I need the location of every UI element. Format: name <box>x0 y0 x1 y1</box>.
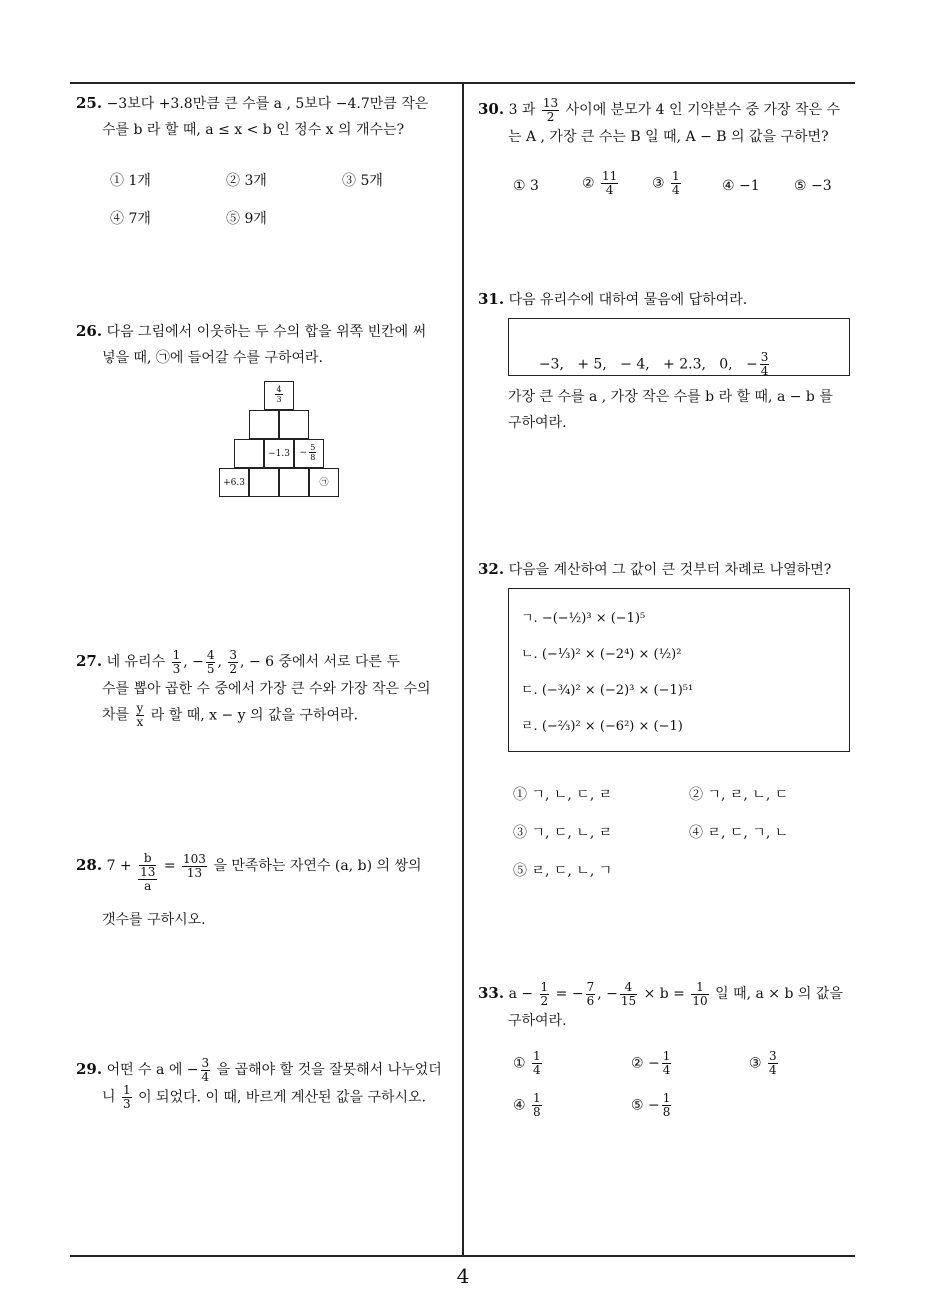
question-28 <box>76 852 460 933</box>
question-text: 라 할 때, x − y 의 값을 구하여라. <box>150 707 359 723</box>
pyramid-cell[interactable] <box>249 410 279 439</box>
question-29 <box>76 1056 460 1111</box>
question-number: 31. <box>478 290 505 308</box>
fraction: $\frac{4}{5}$ <box>206 647 215 676</box>
question-text: 넣을 때, ㉠에 들어갈 수를 구하여라. <box>102 350 323 366</box>
question-text: 7 + <box>106 858 132 874</box>
question-text: 일 때, a × b 의 값을 <box>715 986 843 1002</box>
question-text: 다음을 계산하여 그 값이 큰 것부터 차례로 나열하면? <box>508 562 832 578</box>
option-4[interactable]: ④ $\frac{1}{8}$ <box>513 1091 541 1119</box>
question-31-body <box>508 384 868 436</box>
option-1[interactable]: ① $\frac{1}{4}$ <box>513 1049 541 1077</box>
question-text: = − <box>555 986 584 1002</box>
pyramid-cell-target: ㉠ <box>309 468 339 497</box>
column-divider <box>462 82 464 1256</box>
question-number: 26. <box>76 322 103 340</box>
expression-item: ㄷ. (−¾)² × (−2)³ × (−1)⁵¹ <box>521 683 694 698</box>
question-text: 구하여라. <box>508 415 567 431</box>
question-text: 다음 그림에서 이웃하는 두 수의 합을 위쪽 빈칸에 써 <box>106 324 427 340</box>
question-text: 니 <box>102 1089 116 1105</box>
question-number: 33. <box>478 984 505 1002</box>
question-text: 을 곱해야 할 것을 잘못해서 나누었더 <box>216 1062 442 1078</box>
fraction: $\frac{1}{10}$ <box>692 979 708 1008</box>
question-text: 갯수를 구하시오. <box>102 912 206 928</box>
option-1[interactable]: ① 1개 <box>110 173 151 189</box>
fraction: $\frac{3}{4}$ <box>201 1055 210 1084</box>
pyramid-cell[interactable] <box>279 410 309 439</box>
option-3[interactable]: ③ $\frac{1}{4}$ <box>652 169 680 197</box>
question-text: 이 되었다. 이 때, 바르게 계산된 값을 구하시오. <box>138 1089 427 1105</box>
option-4[interactable]: ④ 7개 <box>110 211 151 227</box>
pyramid-cell-value: +6.3 <box>219 468 249 497</box>
option-1[interactable]: ① 3 <box>513 178 539 194</box>
fraction: $\frac{1}{2}$ <box>540 979 549 1008</box>
question-text: 구하여라. <box>508 1012 567 1029</box>
question-33 <box>478 980 860 1034</box>
question-text: × b = <box>643 986 685 1002</box>
option-4[interactable]: ④ ㄹ, ㄷ, ㄱ, ㄴ <box>689 825 789 841</box>
page-number: 4 <box>456 1264 470 1288</box>
question-31 <box>478 286 860 313</box>
fraction: $\frac{1}{3}$ <box>172 647 181 676</box>
sign: − <box>192 654 204 670</box>
option-4[interactable]: ④ −1 <box>722 178 760 194</box>
question-27: 27. 네 유리수 $\frac{1}{3}$ , − $\frac{4}{5}$ , $\frac{3}{2}$ , − 6 중에서 서로 다른 두 수를 뽑아 곱한 수 중에서 가장 큰 수와 가장 작은 수의 차를 $\frac{y}{x}$ 라 할 때, x − y 의 값을 구하여라. <box>76 647 431 729</box>
fraction: $\frac{13}{2}$ <box>542 95 559 124</box>
option-2[interactable]: ② − $\frac{1}{4}$ <box>631 1049 671 1077</box>
question-text: , − <box>597 986 618 1002</box>
pyramid-top-cell: $\frac{4}{3}$ <box>264 381 294 410</box>
option-1[interactable]: ① ㄱ, ㄴ, ㄷ, ㄹ <box>513 787 613 803</box>
question-text: 을 만족하는 자연수 (a, b) 의 쌍의 <box>213 858 422 874</box>
option-2[interactable]: ② ㄱ, ㄹ, ㄴ, ㄷ <box>689 787 789 803</box>
question-text: 는 A , 가장 큰 수는 B 일 때, A − B 의 값을 구하면? <box>508 128 829 145</box>
expression-box <box>508 588 850 752</box>
pyramid-cell[interactable] <box>279 468 309 497</box>
question-32 <box>478 556 860 583</box>
pyramid-cell[interactable] <box>234 439 264 468</box>
option-5[interactable]: ⑤ −3 <box>794 178 832 194</box>
question-number: 27. <box>76 652 103 670</box>
option-3[interactable]: ③ $\frac{3}{4}$ <box>749 1049 777 1077</box>
question-number: 29. <box>76 1060 103 1078</box>
option-2[interactable]: ② 3개 <box>226 173 267 189</box>
option-5[interactable]: ⑤ ㄹ, ㄷ, ㄴ, ㄱ <box>513 863 613 879</box>
question-text: 3 과 <box>508 102 536 118</box>
question-number: 28. <box>76 856 103 874</box>
question-number: 32. <box>478 560 505 578</box>
number-list-box <box>508 318 850 376</box>
option-2[interactable]: ② $\frac{11}{4}$ <box>582 169 618 197</box>
question-text: 네 유리수 <box>106 654 166 670</box>
option-5[interactable]: ⑤ − $\frac{1}{8}$ <box>631 1091 671 1119</box>
question-25 <box>76 90 460 143</box>
question-number: 30. <box>478 100 505 118</box>
question-text: a − <box>508 986 534 1002</box>
question-text: = <box>163 858 176 874</box>
question-text: −3보다 +3.8만큼 큰 수를 a , 5보다 −4.7만큼 작은 <box>106 96 429 112</box>
number-list: −3, + 5, − 4, + 2.3, 0, − <box>538 356 758 373</box>
fraction: $\frac{7}{6}$ <box>586 979 595 1008</box>
pyramid-cell[interactable] <box>249 468 279 497</box>
expression-item: ㄹ. (−⅔)² × (−6²) × (−1) <box>521 719 683 734</box>
question-text: 다음 유리수에 대하여 물음에 답하여라. <box>508 292 748 308</box>
fraction: $\frac{y}{x}$ <box>136 700 144 729</box>
question-text: 어떤 수 a 에 − <box>106 1062 199 1078</box>
question-26 <box>76 318 460 371</box>
question-text: 차를 <box>102 707 130 723</box>
fraction: $\frac{3}{2}$ <box>229 647 238 676</box>
question-text: 사이에 분모가 4 인 기약분수 중 가장 작은 수 <box>565 102 841 118</box>
option-5[interactable]: ⑤ 9개 <box>226 211 267 227</box>
fraction: $\frac{1}{3}$ <box>122 1082 131 1111</box>
question-30 <box>478 96 860 150</box>
question-text: 가장 큰 수를 a , 가장 작은 수를 b 라 할 때, a − b 를 <box>508 389 833 405</box>
pyramid-cell-value: − $\frac{5}{8}$ <box>294 439 324 468</box>
compound-fraction: $\frac{\frac{b}{13}}{a}$ <box>140 851 156 893</box>
question-text: − 6 중에서 서로 다른 두 <box>248 654 401 670</box>
question-text: 수를 b 라 할 때, a ≤ x < b 인 정수 x 의 개수는? <box>102 122 405 138</box>
expression-item: ㄱ. −(−½)³ × (−1)⁵ <box>521 611 646 626</box>
option-3[interactable]: ③ ㄱ, ㄷ, ㄴ, ㄹ <box>513 825 613 841</box>
question-number: 25. <box>76 94 103 112</box>
option-3[interactable]: ③ 5개 <box>342 173 383 189</box>
question-text: 수를 뽑아 곱한 수 중에서 가장 큰 수와 가장 작은 수의 <box>102 680 431 697</box>
fraction: $\frac{103}{13}$ <box>183 851 206 880</box>
pyramid-cell-value: −1.3 <box>264 439 294 468</box>
fraction: $\frac{3}{4}$ <box>760 350 769 378</box>
fraction: $\frac{4}{15}$ <box>620 979 637 1008</box>
expression-item: ㄴ. (−⅓)² × (−2⁴) × (½)² <box>521 647 682 662</box>
